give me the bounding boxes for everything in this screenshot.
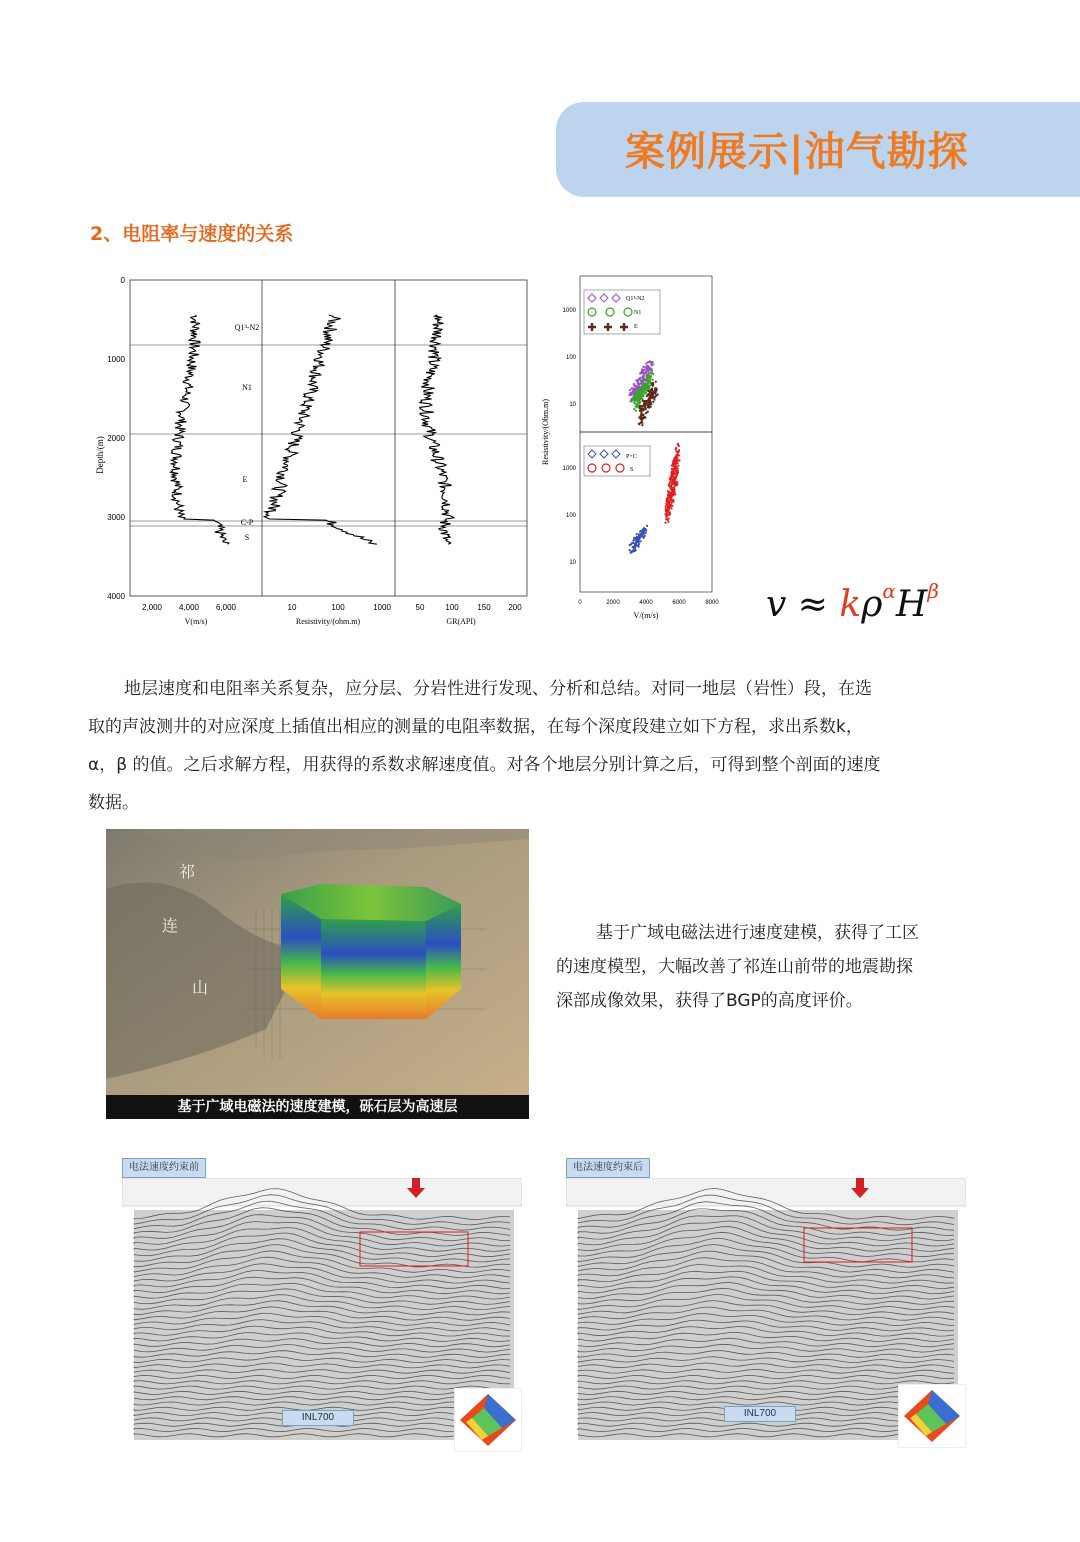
legend-label: P+C — [626, 454, 637, 460]
scatter-point — [640, 530, 642, 532]
scatter-point — [642, 417, 644, 419]
layer-label: S — [244, 533, 250, 542]
x-axis-label: V(m/s) — [184, 617, 208, 626]
scatter-point — [668, 494, 670, 496]
scatter-point — [677, 453, 679, 455]
scatter-point — [629, 549, 631, 551]
scatter-point — [639, 537, 641, 539]
paragraph-line: 取的声波测井的对应深度上插值出相应的测量的电阻率数据，在每个深度段建立如下方程，求出系数k， — [88, 717, 863, 737]
paragraph-line: α，β 的值。之后求解方程，用获得的系数求解速度值。对各个地层分别计算之后，可得到整个剖面的速度 — [88, 755, 881, 775]
depth-tick: 1000 — [107, 355, 125, 364]
scatter-point — [675, 447, 677, 449]
scatter-point — [638, 400, 640, 402]
page-title: 案例展示|油气勘探 — [625, 129, 969, 175]
well-log-figure — [95, 270, 535, 640]
scatter-point — [629, 544, 631, 546]
gamma-trace — [420, 315, 454, 544]
formula-v: v — [766, 584, 787, 625]
scatter-point — [642, 375, 644, 377]
scatter-point — [642, 528, 644, 530]
x-tick: 0 — [578, 600, 582, 606]
x-tick: 200 — [508, 603, 522, 612]
scatter-point — [631, 400, 633, 402]
inline-label: INL700 — [282, 1410, 354, 1426]
formula-h: H — [895, 584, 928, 625]
seismic-section-after — [566, 1158, 986, 1454]
scatter-point — [670, 507, 672, 509]
scatter-point — [666, 498, 668, 500]
x-tick: 6,000 — [215, 603, 237, 612]
scatter-point — [675, 484, 677, 486]
scatter-point — [640, 417, 642, 419]
x-tick: 50 — [415, 603, 425, 612]
scatter-point — [646, 387, 648, 389]
scatter-point — [642, 366, 644, 368]
scatter-point — [668, 501, 670, 503]
scatter-point — [669, 513, 671, 515]
depth-axis-label: Depth/(m) — [95, 436, 105, 474]
terrain-render — [106, 829, 529, 1119]
resistivity-trace — [264, 315, 377, 544]
velocity-model-image — [106, 829, 529, 1119]
scatter-point — [633, 537, 635, 539]
scatter-point — [675, 455, 677, 457]
x-tick: 100 — [445, 603, 459, 612]
scatter-point — [632, 540, 634, 542]
layer-label: C-P — [240, 518, 254, 527]
section-heading: 2、电阻率与速度的关系 — [90, 223, 294, 245]
scatter-point — [635, 543, 637, 545]
seismic-label: 电法速度约束前 — [122, 1158, 206, 1178]
scatter-point — [644, 535, 646, 537]
scatter-point — [648, 394, 650, 396]
scatter-point — [672, 465, 674, 467]
scatter-point — [668, 518, 670, 520]
model-side — [321, 919, 426, 1019]
x-tick: 1000 — [373, 603, 391, 612]
scatter-point — [671, 502, 673, 504]
scatter-point — [635, 410, 637, 412]
map-thumbnail — [454, 1388, 522, 1452]
scatter-point — [651, 373, 653, 375]
scatter-point — [645, 378, 647, 380]
crossplot-figure — [538, 272, 723, 628]
scatter-point — [639, 415, 641, 417]
x-axis-label: GR(API) — [446, 617, 476, 626]
paragraph-line: 深部成像效果，获得了BGP的高度评价。 — [556, 991, 863, 1011]
scatter-point — [641, 421, 643, 423]
scatter-point — [637, 544, 639, 546]
depth-tick: 4000 — [107, 592, 125, 601]
scatter-point — [645, 383, 647, 385]
scatter-point — [629, 389, 631, 391]
scatter-point — [650, 403, 652, 405]
scatter-point — [643, 369, 645, 371]
scatter-point — [671, 499, 673, 501]
scatter-point — [645, 401, 647, 403]
inline-label: INL700 — [724, 1406, 796, 1422]
paragraph-line: 数据。 — [88, 793, 139, 813]
scatter-point — [641, 388, 643, 390]
scatter-point — [648, 397, 650, 399]
scatter-point — [673, 457, 675, 459]
scatter-point — [676, 474, 678, 476]
scatter-point — [667, 490, 669, 492]
scatter-point — [673, 493, 675, 495]
scatter-point — [643, 403, 645, 405]
x-tick: 2000 — [606, 600, 620, 606]
scatter-point — [652, 391, 654, 393]
layer-label: E — [242, 475, 248, 484]
scatter-point — [664, 522, 666, 524]
scatter-point — [677, 444, 679, 446]
layer-label: Q1³-N2 — [234, 323, 260, 332]
y-tick: 100 — [565, 513, 576, 519]
scatter-point — [637, 389, 639, 391]
scatter-point — [636, 536, 638, 538]
scatter-point — [643, 532, 645, 534]
paragraph-line: 地层速度和电阻率关系复杂，应分层、分岩性进行发现、分析和总结。对同一地层（岩性）段，在选 — [124, 679, 872, 699]
scatter-point — [674, 477, 676, 479]
scatter-point — [642, 400, 644, 402]
y-tick: 1000 — [562, 308, 576, 314]
scatter-point — [652, 379, 654, 381]
scatter-point — [633, 395, 635, 397]
y-tick: 1000 — [562, 466, 576, 472]
scatter-point — [668, 484, 670, 486]
scatter-point — [653, 396, 655, 398]
scatter-point — [654, 393, 656, 395]
scatter-point — [665, 510, 667, 512]
scatter-point — [640, 408, 642, 410]
formula-beta: β — [927, 579, 939, 603]
paragraph-line: 的速度模型，大幅改善了祁连山前带的地震勘探 — [556, 957, 913, 977]
scatter-point — [630, 387, 632, 389]
scatter-point — [633, 393, 635, 395]
map-label: 山 — [192, 978, 209, 997]
scatter-point — [639, 410, 641, 412]
scatter-point — [665, 505, 667, 507]
scatter-point — [638, 382, 640, 384]
scatter-point — [646, 525, 648, 527]
scatter-point — [640, 379, 642, 381]
scatter-point — [655, 394, 657, 396]
scatter-point — [652, 401, 654, 403]
depth-tick: 2000 — [107, 434, 125, 443]
scatter-point — [637, 538, 639, 540]
scatter-point — [655, 381, 657, 383]
scatter-point — [628, 394, 630, 396]
scatter-point — [653, 399, 655, 401]
scatter-point — [642, 380, 644, 382]
scatter-point — [644, 372, 646, 374]
scatter-point — [676, 471, 678, 473]
scatter-point — [655, 387, 657, 389]
scatter-point — [637, 404, 639, 406]
paragraph-line: 基于广域电磁法进行速度建模，获得了工区 — [596, 923, 919, 943]
depth-tick: 0 — [120, 276, 125, 285]
scatter-point — [641, 424, 643, 426]
formula-k: k — [839, 584, 862, 625]
x-tick: 4000 — [639, 600, 653, 606]
scatter-point — [672, 483, 674, 485]
scatter-point — [675, 461, 677, 463]
scatter-point — [652, 385, 654, 387]
scatter-point — [638, 402, 640, 404]
scatter-point — [633, 408, 635, 410]
formula-rho: ρ — [861, 584, 883, 625]
scatter-point — [632, 550, 634, 552]
scatter-point — [647, 375, 649, 377]
scatter-point — [632, 546, 634, 548]
velocity-trace — [171, 315, 229, 544]
scatter-point — [641, 405, 643, 407]
scatter-point — [641, 394, 643, 396]
scatter-point — [642, 390, 644, 392]
scatter-point — [647, 404, 649, 406]
x-tick: 4,000 — [178, 603, 200, 612]
scatter-point — [669, 486, 671, 488]
scatter-point — [673, 462, 675, 464]
legend-label: Q1³-N2 — [626, 296, 645, 302]
map-thumbnail — [898, 1384, 966, 1448]
scatter-point — [647, 411, 649, 413]
layer-label: N1 — [242, 383, 252, 392]
x-axis-label: V/(m/s) — [633, 611, 659, 620]
image-caption: 基于广域电磁法的速度建模，砾石层为高速层 — [106, 1095, 529, 1119]
scatter-point — [649, 372, 651, 374]
x-tick: 10 — [287, 603, 297, 612]
side-paragraph — [556, 916, 976, 1018]
scatter-point — [640, 535, 642, 537]
scatter-point — [636, 379, 638, 381]
scatter-point — [665, 516, 667, 518]
y-tick: 100 — [565, 355, 576, 361]
scatter-point — [637, 394, 639, 396]
scatter-point — [640, 540, 642, 542]
scatter-point — [649, 368, 651, 370]
scatter-point — [633, 402, 635, 404]
scatter-point — [632, 542, 634, 544]
scatter-point — [668, 505, 670, 507]
seismic-section-before — [122, 1158, 542, 1454]
scatter-point — [646, 365, 648, 367]
scatter-point — [648, 401, 650, 403]
scatter-point — [635, 399, 637, 401]
legend-label: S — [630, 467, 634, 473]
scatter-point — [651, 364, 653, 366]
scatter-point — [635, 385, 637, 387]
formula-approx: ≈ — [786, 584, 840, 625]
scatter-point — [647, 370, 649, 372]
map-label: 祁 — [179, 862, 196, 881]
y-tick: 10 — [569, 560, 576, 566]
x-tick: 6000 — [672, 600, 686, 606]
x-axis-label: Resistivity/(ohm.m) — [295, 617, 361, 626]
x-tick: 150 — [477, 603, 491, 612]
scatter-point — [641, 370, 643, 372]
y-tick: 10 — [569, 402, 576, 408]
scatter-point — [632, 390, 634, 392]
scatter-point — [667, 521, 669, 523]
scatter-point — [647, 361, 649, 363]
seismic-label: 电法速度约束后 — [566, 1158, 650, 1178]
scatter-point — [647, 390, 649, 392]
y-axis-label: Resistivity/(Ohm.m) — [541, 399, 550, 465]
scatter-point — [646, 395, 648, 397]
scatter-point — [650, 361, 652, 363]
formula-alpha: α — [882, 579, 896, 603]
velocity-formula — [766, 568, 939, 628]
x-tick: 100 — [331, 603, 345, 612]
scatter-point — [647, 380, 649, 382]
scatter-point — [668, 497, 670, 499]
scatter-point — [650, 397, 652, 399]
scatter-point — [639, 391, 641, 393]
scatter-point — [676, 482, 678, 484]
scatter-point — [640, 396, 642, 398]
scatter-point — [677, 460, 679, 462]
legend-label: N1 — [634, 310, 642, 316]
scatter-point — [671, 473, 673, 475]
scatter-point — [677, 465, 679, 467]
scatter-point — [664, 513, 666, 515]
body-paragraph — [88, 670, 988, 822]
x-tick: 2,000 — [141, 603, 163, 612]
scatter-point — [670, 488, 672, 490]
legend-label: E — [634, 324, 638, 330]
scatter-point — [669, 481, 671, 483]
scatter-point — [638, 387, 640, 389]
scatter-point — [636, 533, 638, 535]
depth-tick: 3000 — [107, 513, 125, 522]
scatter-point — [673, 479, 675, 481]
scatter-point — [666, 504, 668, 506]
scatter-point — [650, 378, 652, 380]
scatter-point — [674, 469, 676, 471]
scatter-point — [639, 377, 641, 379]
scatter-point — [644, 406, 646, 408]
x-tick: 8000 — [705, 600, 719, 606]
scatter-point — [636, 406, 638, 408]
map-label: 连 — [162, 916, 179, 935]
scatter-point — [669, 477, 671, 479]
scatter-point — [671, 493, 673, 495]
scatter-point — [633, 388, 635, 390]
